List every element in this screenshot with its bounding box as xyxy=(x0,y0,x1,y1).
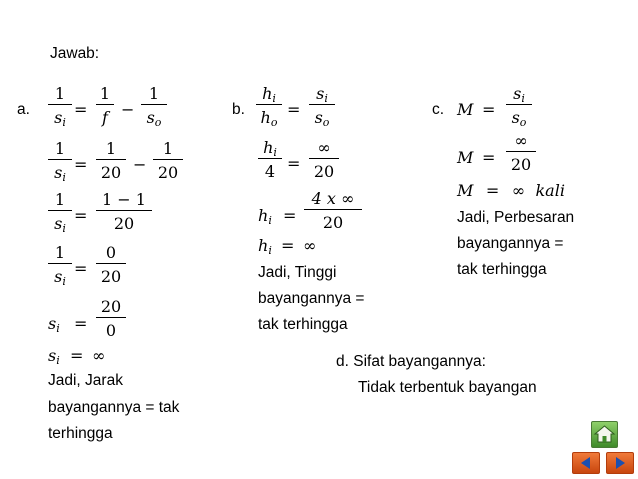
a-frac-1-over-si: 1 si xyxy=(48,84,72,127)
part-a-label: a. xyxy=(17,101,30,118)
a-eq-6: = xyxy=(70,346,84,365)
b-hi-4: hi xyxy=(258,236,272,257)
a-minus-1: − xyxy=(121,100,135,119)
a-frac-1-over-si-3: 1 si xyxy=(48,190,72,233)
a-eq-1: = xyxy=(74,100,88,119)
c-result: M = ∞ kali xyxy=(457,181,565,200)
part-d-answer: Tidak terbentuk bayangan xyxy=(358,379,537,396)
b-frac-inf-over-20: ∞ 20 xyxy=(309,138,339,181)
b-eq-1: = xyxy=(287,100,301,119)
a-frac-1-over-20: 1 20 xyxy=(96,139,126,182)
a-eq-2: = xyxy=(74,155,88,174)
a-frac-1-over-si-4: 1 si xyxy=(48,243,72,286)
b-conclusion-line-2: bayangannya = xyxy=(258,290,365,307)
arrow-right-icon xyxy=(607,453,633,473)
a-eq-3: = xyxy=(74,206,88,225)
a-si-6: si xyxy=(48,346,60,367)
b-infinity: ∞ xyxy=(303,236,317,255)
part-b-label: b. xyxy=(232,101,245,118)
a-frac-1-over-si-2: 1 si xyxy=(48,139,72,182)
b-eq-3: = xyxy=(283,206,297,225)
b-eq-4: = xyxy=(281,236,295,255)
prev-button[interactable] xyxy=(572,452,600,474)
b-frac-si-over-so: si so xyxy=(309,84,335,127)
next-button[interactable] xyxy=(606,452,634,474)
a-conclusion-line-3: terhingga xyxy=(48,425,113,442)
a-frac-diff-over-20: 1 − 1 20 xyxy=(96,190,152,233)
a-conclusion-line-1: Jadi, Jarak xyxy=(48,372,123,389)
c-frac-si-over-so: si so xyxy=(506,84,532,127)
c-conclusion-line-2: bayangannya = xyxy=(457,235,564,252)
b-eq-2: = xyxy=(287,154,301,173)
part-c-label: c. xyxy=(432,101,445,118)
b-conclusion-line-1: Jadi, Tinggi xyxy=(258,264,337,281)
a-infinity: ∞ xyxy=(92,346,106,365)
b-frac-hi-over-4: hi 4 xyxy=(258,138,282,181)
c-eq-2: = xyxy=(482,148,496,167)
a-conclusion-line-2: bayangannya = tak xyxy=(48,399,180,416)
c-frac-inf-over-20: ∞ 20 xyxy=(506,131,536,174)
home-icon xyxy=(592,422,617,447)
a-frac-0-over-20: 0 20 xyxy=(96,243,126,286)
home-button[interactable] xyxy=(591,421,618,448)
arrow-left-icon xyxy=(573,453,599,473)
a-eq-4: = xyxy=(74,259,88,278)
a-frac-1-over-f: 1 f xyxy=(96,84,114,127)
c-eq-1: = xyxy=(482,100,496,119)
a-eq-5: = xyxy=(74,314,88,333)
answer-heading: Jawab: xyxy=(50,45,100,62)
c-conclusion-line-3: tak terhingga xyxy=(457,261,547,278)
a-frac-1-over-20-b: 1 20 xyxy=(153,139,183,182)
a-minus-2: − xyxy=(133,155,147,174)
a-frac-1-over-so: 1 so xyxy=(141,84,167,127)
c-conclusion-line-1: Jadi, Perbesaran xyxy=(457,209,575,226)
c-m-1: M xyxy=(457,100,474,119)
a-frac-20-over-0: 20 0 xyxy=(96,297,126,340)
c-m-2: M xyxy=(457,148,474,167)
b-conclusion-line-3: tak terhingga xyxy=(258,316,348,333)
part-d-heading: d. Sifat bayangannya: xyxy=(336,353,486,370)
b-frac-4xinf-over-20: 4 x ∞ 20 xyxy=(304,189,362,232)
a-si-5: si xyxy=(48,314,60,335)
b-hi-3: hi xyxy=(258,206,272,227)
b-frac-hi-over-ho: hi ho xyxy=(256,84,282,127)
